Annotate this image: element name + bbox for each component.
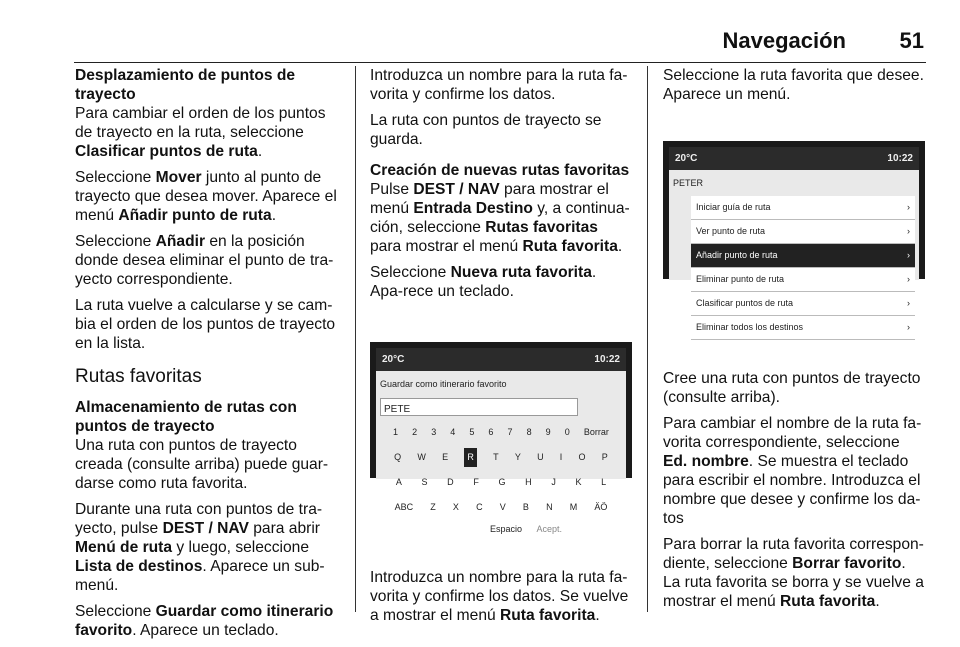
paragraph: Seleccione Guardar como itinerario favorito. Aparece un teclado. [75,603,334,639]
keyboard-key: N [546,502,553,512]
column-2 [370,66,632,632]
keyboard-key: 1 [393,427,399,437]
column-3 [663,66,925,618]
keyboard-key: E [442,452,449,462]
keyboard-key: D [447,477,454,487]
paragraph: Para borrar la ruta favorita correspon-diente, seleccione Borrar favorito. La ruta favorita se borra y se vuelve a mostrar el menú Ruta favorita. [663,536,924,610]
keyboard-key: 7 [507,427,513,437]
keyboard-key: F [473,477,479,487]
chevron-right-icon: › [907,274,910,284]
keyboard-key: M [569,502,578,512]
chevron-right-icon: › [907,202,910,212]
keyboard-key: L [601,477,607,487]
paragraph: Cree una ruta con puntos de trayecto (consulte arriba). [663,370,921,406]
paragraph: Introduzca un nombre para la ruta fa-vorita y confirme los datos. Se vuelve a mostrar el menú Ruta favorita. [370,569,629,624]
page-number: 51 [899,28,924,53]
menu-item: Clasificar puntos de ruta › [691,292,915,316]
paragraph: Seleccione Nueva ruta favorita. Apa-rece un teclado. [370,264,597,300]
keyboard-key: 2 [412,427,418,437]
keyboard-key: T [493,452,499,462]
section-heading: Almacenamiento de rutas con puntos de trayecto [75,399,297,435]
keyboard-key: R [464,448,477,467]
keyboard-key: G [498,477,506,487]
chevron-right-icon: › [907,298,910,308]
section-heading: Desplazamiento de puntos de trayecto [75,67,296,103]
paragraph: Seleccione Mover junto al punto de trayecto que desea mover. Aparece el menú Añadir punto de ruta. [75,169,337,224]
paragraph: Introduzca un nombre para la ruta fa-vorita y confirme los datos. [370,67,628,103]
paragraph: Para cambiar el nombre de la ruta fa-vorita correspondiente, seleccione Ed. nombre. Se muestra el teclado para escribir el nombre. Introduzca el nombre que desee y confirme los da-tos [663,415,922,527]
menu-list [673,196,915,340]
keyboard-key: 6 [488,427,494,437]
keyboard-key: I [559,452,563,462]
keyboard-key: S [421,477,428,487]
name-input: PETE [380,398,578,416]
paragraph: Seleccione la ruta favorita que desee. Aparece un menú. [663,67,924,103]
keyboard-key: 8 [526,427,532,437]
display-screen [370,342,632,534]
space-key: Espacio [490,524,523,534]
keyboard-key: ABC [394,502,414,512]
paragraph: La ruta con puntos de trayecto se guarda. [370,112,602,148]
menu-screenshot [663,111,925,357]
menu-item: Eliminar todos los destinos › [691,316,915,340]
paragraph: La ruta vuelve a calcularse y se cam-bia el orden de los puntos de trayecto en la lista. [75,297,336,352]
chevron-right-icon: › [907,226,910,236]
menu-panel [669,170,919,332]
column-1 [75,66,343,647]
paragraph: Una ruta con puntos de trayecto creada (consulte arriba) puede guar-darse como ruta favorita. [75,437,329,492]
keyboard-key: Z [430,502,436,512]
page-title: Navegación [722,28,846,53]
keyboard-panel [376,371,626,534]
keyboard-key: W [417,452,426,462]
chevron-right-icon: › [907,322,910,332]
keyboard-row [380,520,622,539]
keyboard-key: 4 [450,427,456,437]
paragraph: Para cambiar el orden de los puntos de trayecto en la ruta, seleccione Clasificar puntos de ruta. [75,105,326,160]
keyboard-key: Borrar [583,427,609,437]
paragraph: Durante una ruta con puntos de tra-yecto, pulse DEST / NAV para abrir Menú de ruta y luego, seleccione Lista de destinos. Aparece un sub-menú. [75,501,325,594]
keyboard-row [380,495,622,520]
keyboard-key: J [551,477,556,487]
keyboard-row [380,445,622,470]
keyboard-key: B [522,502,529,512]
keyboard-row [380,470,622,495]
page-header [0,28,960,56]
keyboard-key: U [537,452,544,462]
keyboard-key: X [452,502,459,512]
paragraph: Pulse DEST / NAV para mostrar el menú Entrada Destino y, a continua-ción, seleccione Rutas favoritas para mostrar el menú Ruta favorita. [370,181,630,255]
keyboard-screenshot [370,308,632,556]
section-heading: Creación de nuevas rutas favoritas [370,162,630,179]
keyboard-row [380,420,622,445]
chevron-right-icon: › [907,250,910,260]
screen-title: Guardar como itinerario favorito [380,379,507,389]
keyboard-key: 3 [431,427,437,437]
menu-item: Ver punto de ruta › [691,220,915,244]
menu-item: Iniciar guía de ruta › [691,196,915,220]
menu-item: Eliminar punto de ruta › [691,268,915,292]
screen-title: PETER [673,178,704,188]
display-screen [663,141,925,332]
paragraph: Seleccione Añadir en la posición donde desea eliminar el punto de tra-yecto correspondiente. [75,233,334,288]
header-rule [74,62,926,63]
keyboard-key: Y [514,452,521,462]
keyboard-key: V [499,502,506,512]
column-divider [355,66,356,612]
keyboard-key: Q [394,452,402,462]
keyboard-key: 9 [545,427,551,437]
section-title: Rutas favoritas [75,366,202,387]
column-divider [647,66,648,612]
keyboard-key: P [601,452,608,462]
keyboard-key: C [476,502,483,512]
keyboard-key: A [395,477,402,487]
keyboard-key: ÄÖ [594,502,608,512]
keyboard-key: H [525,477,532,487]
accept-key: Acept. [536,524,562,534]
menu-item: Añadir punto de ruta › [691,244,915,268]
keyboard-key: O [578,452,586,462]
keyboard-key: K [575,477,582,487]
keyboard-key: 0 [564,427,570,437]
status-bar: 20°C 10:22 [376,348,626,371]
status-bar: 20°C 10:22 [669,147,919,170]
keyboard-key: 5 [469,427,475,437]
